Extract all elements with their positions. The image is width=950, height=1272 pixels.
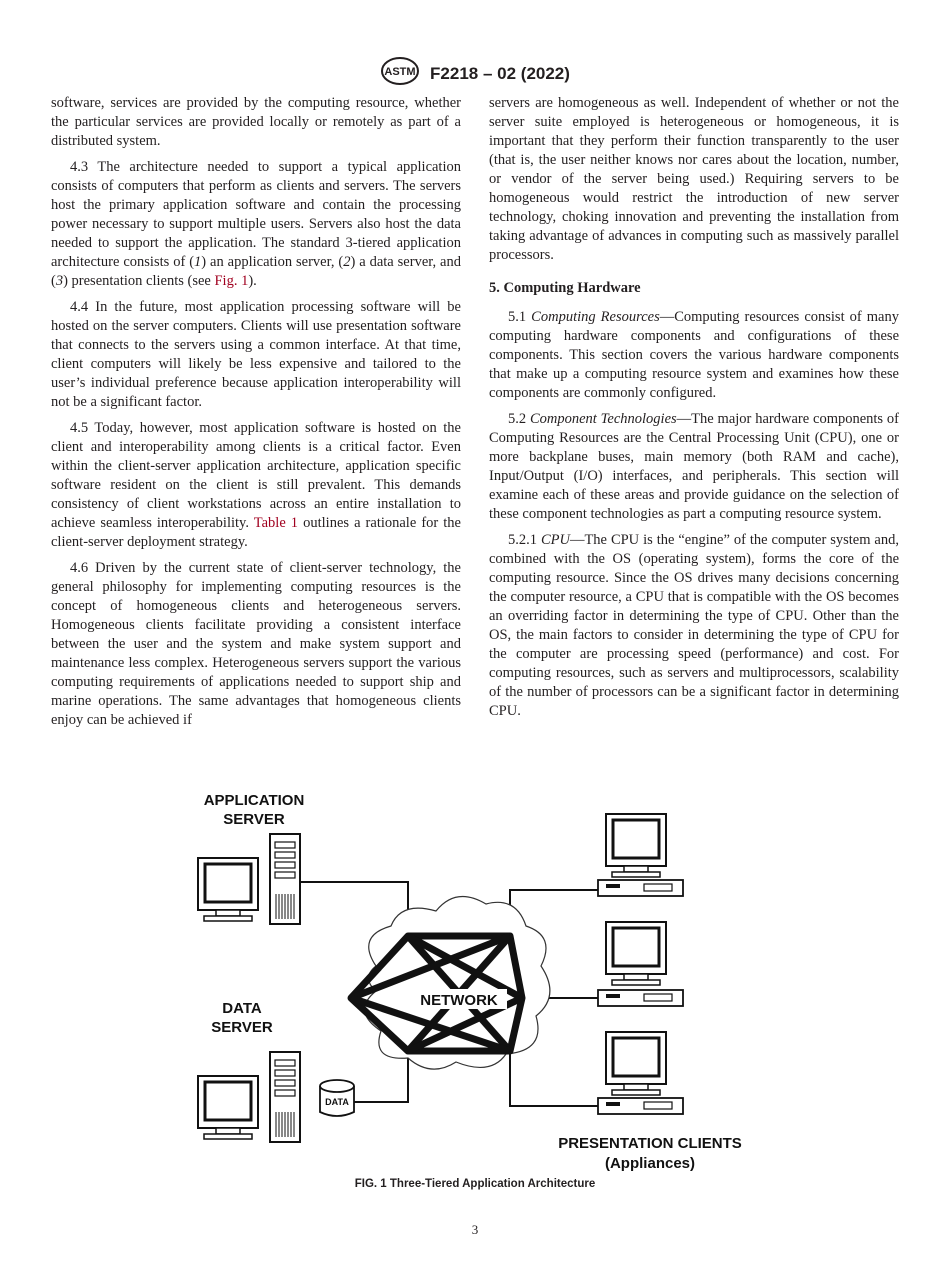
paragraph-4-6: 4.6 Driven by the current state of client-server technology, the general philosophy for implementing computing resources is the concept of homogeneous clients and heterogeneous servers. Homogeneous clients facilitate providing a consistent interface between the user and the system and make system support and maintenance less complex. Heterogeneous servers support the various computing requirements of applications needed to support ship and marine operations. The same advantages that homogeneous clients enjoy can be achieved if — [51, 560, 461, 728]
astm-logo — [380, 56, 420, 91]
paragraph-5-2: 5.2 Component Technologies—The major hardware components of Computing Resources are the Central Processing Unit (CPU), one or more backplane buses, main memory (both RAM and cache), Input/Output (I/O) interfaces, and peripherals. This section will examine each of these areas and provide guidance on the selection of these component technologies as part a computing resource system. — [489, 411, 899, 522]
figure-1-diagram — [186, 786, 742, 1176]
app-server-label-2: SERVER — [223, 811, 285, 828]
figure-caption: FIG. 1 Three-Tiered Application Architecture — [354, 1178, 596, 1190]
network-label: NETWORK — [420, 992, 498, 1009]
paragraph-4-5: 4.5 Today, however, most application software is hosted on the client and interoperability among clients is a critical factor. Even within the client-server application architecture, application specific software resident on the client is still prevalent. This demands consistency of client workstations across an entire installation to achieve seamless interoperability. Table 1 outlines a rationale for the client-server deployment strategy. — [51, 420, 461, 550]
data-server-label-1: DATA — [222, 1000, 262, 1017]
paragraph-continued-right: servers are homogeneous as well. Independent of whether or not the server suite employed is heterogeneous or homogeneous, it is important that they perform their function transparently to the user (that is, the user neither knows nor cares about the location, number, or vendor of the server being used.) Requiring servers to be homogeneous would restrict the introduction of new server technology, choking innovation and preventing the installation from taking advantage of advances in computing such as massively parallel processors. — [489, 95, 899, 263]
fig-1-link[interactable]: Fig. 1 — [214, 273, 249, 289]
clients-label-1: PRESENTATION CLIENTS — [558, 1135, 742, 1152]
right-column — [489, 94, 899, 728]
page-header — [0, 56, 950, 91]
client-1-icon — [598, 814, 683, 896]
paragraph-continued: software, services are provided by the computing resource, whether the particular services are provided locally or remotely as part of a distributed system. — [51, 95, 461, 149]
paragraph-5-1: 5.1 Computing Resources—Computing resources consist of many computing hardware components and configurations of these components. This section covers the various hardware components that make up a computing resource system and examines how these components are commonly configured. — [489, 309, 899, 401]
standard-designation: F2218 – 02 (2022) — [430, 63, 570, 83]
data-label: DATA — [325, 1097, 349, 1107]
application-server-icon — [198, 834, 300, 924]
client-2-icon — [598, 922, 683, 1006]
paragraph-4-3: 4.3 The architecture needed to support a typical application consists of computers that perform as clients and servers. The servers host the primary application software and contain the processing power necessary to support multiple users. Servers also host the data needed to support the application. The standard 3-tiered application architecture consists of (1) an application server, (2) a data server, and (3) presentation clients (see Fig. 1). — [51, 159, 461, 289]
page-number: 3 — [471, 1222, 479, 1237]
section-5-heading: 5. Computing Hardware — [489, 280, 641, 296]
app-server-label-1: APPLICATION — [203, 792, 305, 809]
data-server-icon — [198, 1052, 300, 1142]
clients-label-2: (Appliances) — [604, 1155, 696, 1172]
database-icon — [320, 1080, 354, 1116]
logo-text: ASTM — [384, 66, 416, 78]
table-1-link[interactable]: Table 1 — [253, 515, 299, 531]
paragraph-4-4: 4.4 In the future, most application processing software will be hosted on the server computers. Clients will use presentation software that connects to the servers using a common interface. At that time, client computers will likely be less expensive and tailored to the user’s individual preference because application interoperability will not be a significant factor. — [51, 299, 461, 410]
client-3-icon — [598, 1032, 683, 1114]
left-column — [51, 94, 461, 737]
data-server-label-2: SERVER — [211, 1019, 273, 1036]
paragraph-5-2-1: 5.2.1 CPU—The CPU is the “engine” of the computer system and, combined with the OS (operating system), forms the core of the computing resource. Since the OS drives many decisions concerning the computer resource, a CPU that is compatible with the OS becomes an overriding factor in determining the type of CPU. Other than the OS, the main factors to consider in determining the type of CPU for the computer are processing speed (performance) and cost. For computing resources, such as servers and multiprocessors, scalability of the number of processors can be a significant factor in determining CPU. — [489, 532, 899, 719]
